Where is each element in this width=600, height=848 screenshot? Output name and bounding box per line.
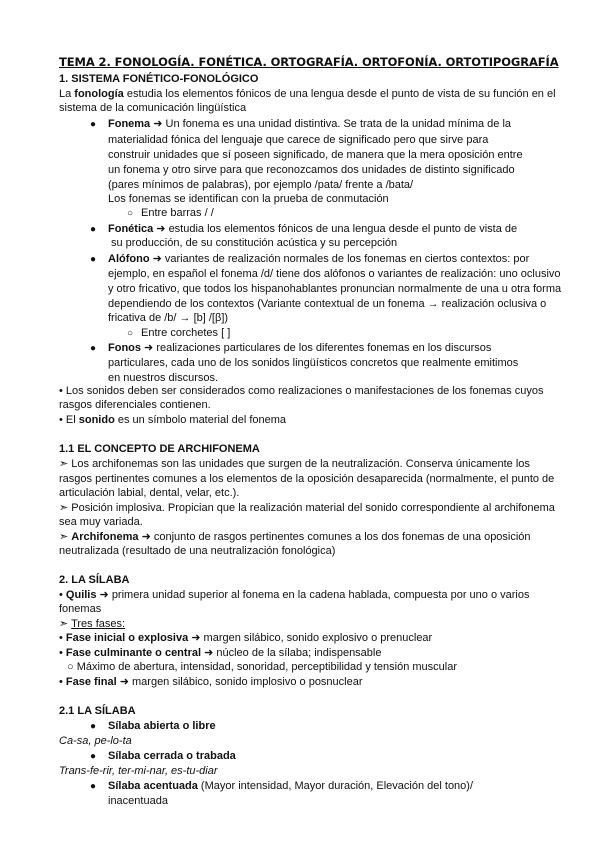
fase-text: ➜ margen silábico, sonido implosivo o posnuclear: [116, 676, 363, 688]
archi-p3-line-2: neutralizada (resultado de una neutralización fonológica): [59, 545, 336, 557]
archi-p2-line-1: ➣ Posición implosiva. Propician que la realización material del sonido correspondiente al archifonema: [59, 502, 555, 514]
fonetica-line-2: su producción, de su constitución acústica y su percepción: [111, 237, 398, 249]
fonema-line-1: [108, 118, 511, 131]
fonos-line-2: particulares, cada uno de los sonidos lingüísticos concretos que realmente emitimos: [108, 357, 519, 369]
fonos-text: ➜ realizaciones particulares de los diferentes fonemas en los discursos: [141, 342, 492, 354]
fonos-line-3: en nuestros discursos.: [108, 372, 219, 384]
quilis-line-2: fonemas: [59, 603, 102, 615]
fase-text: ➜ margen silábico, sonido explosivo o prenuclear: [188, 632, 433, 644]
term-quilis: Quilis: [65, 589, 97, 601]
sonido-text: es un símbolo material del fonema: [114, 414, 287, 426]
fonema-line-6: Los fonemas se identifican con la prueba de conmutación: [108, 193, 389, 205]
bullet-icon: ●: [90, 343, 97, 354]
archi-p1-line-3: articulación labial, dental, velar, etc.).: [59, 487, 240, 499]
intro-text: estudia los elementos fónicos de una lengua desde el punto de vista de su función en el: [123, 88, 556, 100]
alofono-text: ➜ variantes de realización normales de los fonemas en ciertos contextos: por: [149, 253, 530, 265]
fase-1-line: [59, 632, 432, 645]
term-fonema: Fonema: [108, 118, 151, 130]
intro-text: La: [59, 88, 75, 100]
quilis-text: ➜ primera unidad superior al fonema en la cadena hablada, compuesta por uno o varios: [96, 589, 530, 601]
alofono-line-4: dependiendo de los contextos (Variante contextual de un fonema → realización oclusiva o: [108, 298, 547, 310]
tres-fases: [59, 618, 125, 631]
section-1-heading: 1. SISTEMA FONÉTICO-FONOLÓGICO: [59, 73, 259, 85]
bullet-text: •: [59, 589, 66, 601]
section-2-heading: 2. LA SÍLABA: [59, 574, 130, 586]
sonido-text: • El: [59, 414, 79, 426]
bullet-text: •: [59, 676, 66, 688]
sonidos-line-1: • Los sonidos deben ser considerados como realizaciones o manifestaciones de los fonemas cuyos: [59, 385, 544, 397]
acentuada-text: (Mayor intensidad, Mayor duración, Elevación del tono)/: [197, 780, 474, 792]
fase-3-line: [59, 676, 363, 689]
bullet-icon: ●: [90, 224, 97, 235]
circle-bullet-icon: ○: [127, 328, 134, 339]
fonema-line-5: (pares mínimos de palabras), por ejemplo /pata/ frente a /bata/: [108, 179, 414, 191]
bullet-icon: ●: [90, 781, 97, 792]
tres-fases-label: Tres fases:: [71, 618, 126, 630]
term-fonologia: fonología: [74, 88, 124, 100]
term-archifonema: Archifonema: [71, 531, 139, 543]
bullet-icon: ●: [90, 721, 97, 732]
silaba-trabada: Sílaba cerrada o trabada: [108, 750, 236, 762]
alofono-line-3: y otro fricativo, que todos los hispanohablantes pronuncian normalmente de una u otra forma: [108, 283, 562, 295]
term-sonido: sonido: [78, 414, 115, 426]
fonema-line-4: un fonema y otro sirve para que reconozcamos dos unidades de distinto significado: [108, 164, 515, 176]
alofono-line-5: fricativa de /b/ → [b] /[β]): [108, 312, 229, 324]
bullet-icon: ●: [90, 254, 97, 265]
silaba-acentuada-line-1: [108, 780, 473, 793]
fase-2-sub: ○ Máximo de abertura, intensidad, sonoridad, perceptibilidad y tensión muscular: [67, 661, 458, 673]
fonema-line-2: materialidad fónica del lenguaje que carece de significado pero que sirve para: [108, 134, 489, 146]
quilis-line-1: [59, 589, 529, 602]
circle-bullet-icon: ○: [127, 208, 134, 219]
section-2-1-heading: 2.1 LA SÍLABA: [59, 705, 136, 717]
archi-text: ➜ conjunto de rasgos pertinentes comunes a los dos fonemas de una oposición: [138, 531, 531, 543]
document-title: TEMA 2. FONOLOGÍA. FONÉTICA. ORTOGRAFÍA. ORTOFONÍA. ORTOTIPOGRAFÍA: [59, 55, 559, 69]
silaba-trabada-example: [59, 765, 218, 778]
term-alofono: Alófono: [108, 253, 150, 265]
archi-p1-line-2: rasgos pertinentes comunes a los elementos de la oposición desaparecida (normalmente, el punto de: [59, 473, 555, 485]
fonetica-line-1: [108, 223, 517, 236]
alofono-line-1: [108, 253, 529, 266]
sonido-line: [59, 414, 286, 427]
silaba-abierta: Sílaba abierta o libre: [108, 720, 216, 732]
sonidos-line-2: rasgos diferenciales contienen.: [59, 399, 211, 411]
bullet-icon: ●: [90, 119, 97, 130]
term-fonos: Fonos: [108, 342, 141, 354]
silaba-acentuada-line-2: inacentuada: [108, 795, 168, 807]
fonos-line-1: [108, 342, 491, 355]
term-fase-inicial: Fase inicial o explosiva: [65, 632, 189, 644]
archi-p1-line-1: ➣ Los archifonemas son las unidades que surgen de la neutralización. Conserva únicamente los: [59, 458, 530, 470]
bullet-text: •: [59, 632, 66, 644]
term-fase-final: Fase final: [65, 676, 117, 688]
arrow-bullet-icon: ➣: [59, 618, 72, 630]
archi-p3-line-1: [59, 531, 531, 544]
arrow-bullet-icon: ➣: [59, 531, 72, 543]
example-text: Trans-fe-rir, ter-mi-nar, es-tu-diar: [59, 765, 218, 777]
intro-line-1: [59, 88, 556, 101]
bullet-text: •: [59, 647, 66, 659]
term-fase-culminante: Fase culminante o central: [65, 647, 202, 659]
intro-line-2: sistema de la comunicación lingüística: [59, 102, 247, 114]
alofono-sub: Entre corchetes [ ]: [141, 327, 231, 339]
alofono-line-2: ejemplo, en español el fonema /d/ tiene dos alófonos o variantes de realización: uno oclusivo: [108, 268, 561, 280]
archi-p2-line-2: sea muy variada.: [59, 516, 143, 528]
fonema-text: ➜ Un fonema es una unidad distintiva. Se trata de la unidad mínima de la: [150, 118, 512, 130]
fonetica-text: ➜ estudia los elementos fónicos de una lengua desde el punto de vista de: [153, 223, 518, 235]
fonema-line-3: construir unidades que sí poseen significado, de manera que la mera oposición entre: [108, 149, 523, 161]
section-1-1-heading: 1.1 EL CONCEPTO DE ARCHIFONEMA: [59, 443, 260, 455]
term-fonetica: Fonética: [108, 223, 154, 235]
fase-2-line: [59, 647, 381, 660]
silaba-abierta-example: [59, 735, 132, 748]
fonema-sub: Entre barras / /: [141, 207, 214, 219]
example-text: Ca-sa, pe-lo-ta: [59, 735, 132, 747]
fase-text: ➜ núcleo de la sílaba; indispensable: [201, 647, 382, 659]
bullet-icon: ●: [90, 751, 97, 762]
term-silaba-acentuada: Sílaba acentuada: [108, 780, 198, 792]
